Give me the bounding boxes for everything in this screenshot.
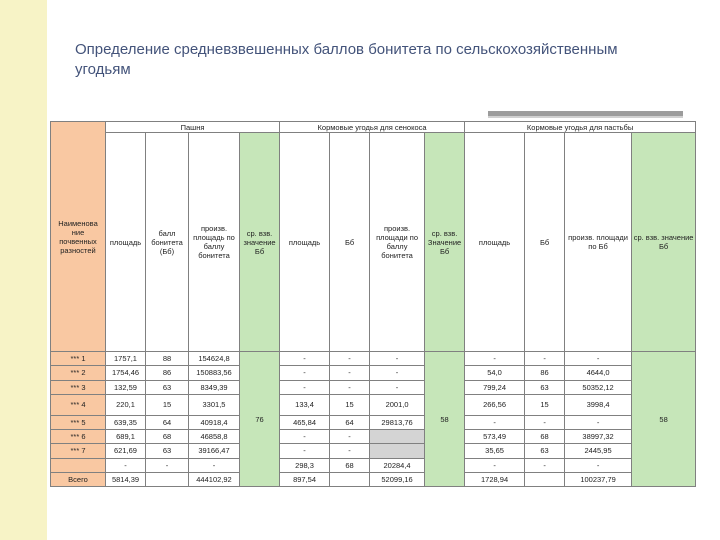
hay-product: - — [370, 352, 425, 366]
pasture-area: 573,49 — [465, 430, 525, 444]
soil-name: *** 6 — [51, 430, 106, 444]
total-hay-score — [330, 472, 370, 486]
arable-area: 220,1 — [106, 394, 146, 415]
hay-score: 15 — [330, 394, 370, 415]
arable-score: 64 — [146, 415, 189, 429]
pasture-area: 266,56 — [465, 394, 525, 415]
bonitet-table — [50, 121, 696, 487]
hay-area: 133,4 — [280, 394, 330, 415]
pasture-score: 63 — [525, 380, 565, 394]
header-pasture-score: Бб — [525, 133, 565, 352]
slide-title: Определение средневзвешенных баллов бонитета по сельскохозяйственным угодьям — [75, 41, 618, 78]
pasture-area: 799,24 — [465, 380, 525, 394]
soil-name: *** 5 — [51, 415, 106, 429]
arable-area: 1754,46 — [106, 366, 146, 380]
group-header-pasture: Кормовые угодья для пастьбы — [465, 122, 696, 133]
total-hay-product: 52099,16 — [370, 472, 425, 486]
pasture-area: - — [465, 415, 525, 429]
table-row — [51, 444, 696, 458]
soil-name: *** 1 — [51, 352, 106, 366]
table-row — [51, 458, 696, 472]
arable-score: 88 — [146, 352, 189, 366]
soil-name: *** 2 — [51, 366, 106, 380]
pasture-area: 35,65 — [465, 444, 525, 458]
total-pasture-area: 1728,94 — [465, 472, 525, 486]
total-hay-area: 897,54 — [280, 472, 330, 486]
hay-score: 68 — [330, 458, 370, 472]
total-arable-score — [146, 472, 189, 486]
arable-product: 3301,5 — [189, 394, 240, 415]
arable-product: 39166,47 — [189, 444, 240, 458]
soil-name: *** 4 — [51, 394, 106, 415]
pasture-weighted: 58 — [632, 352, 696, 487]
header-hay-score: Бб — [330, 133, 370, 352]
total-pasture-product: 100237,79 — [565, 472, 632, 486]
arable-weighted: 76 — [240, 352, 280, 487]
soil-name — [51, 458, 106, 472]
pasture-product: 38997,32 — [565, 430, 632, 444]
header-arable-score: балл бонитета (Бб) — [146, 133, 189, 352]
hay-score: - — [330, 352, 370, 366]
pasture-score: 68 — [525, 430, 565, 444]
header-pasture-product: произв. площади по Бб — [565, 133, 632, 352]
table-row — [51, 380, 696, 394]
arable-area: 1757,1 — [106, 352, 146, 366]
hay-score: 64 — [330, 415, 370, 429]
hay-score: - — [330, 366, 370, 380]
hay-score: - — [330, 380, 370, 394]
table-row — [51, 415, 696, 429]
arable-product: 150883,56 — [189, 366, 240, 380]
group-header-arable: Пашня — [106, 122, 280, 133]
decorative-bar-shadow — [488, 116, 683, 118]
header-pasture-area: площадь — [465, 133, 525, 352]
arable-score: 15 — [146, 394, 189, 415]
pasture-product: - — [565, 415, 632, 429]
pasture-score: 15 — [525, 394, 565, 415]
soil-name: *** 7 — [51, 444, 106, 458]
arable-score: 68 — [146, 430, 189, 444]
arable-product: 8349,39 — [189, 380, 240, 394]
table-row — [51, 394, 696, 415]
arable-score: - — [146, 458, 189, 472]
header-hay-product: произв. площади по баллу бонитета — [370, 133, 425, 352]
hay-product: 2001,0 — [370, 394, 425, 415]
total-arable-area: 5814,39 — [106, 472, 146, 486]
header-arable-weighted: ср. взв. значение Бб — [240, 133, 280, 352]
header-name: Наименова ние почвенных разностей — [51, 122, 106, 352]
pasture-product: 2445,95 — [565, 444, 632, 458]
arable-area: 621,69 — [106, 444, 146, 458]
column-header-row — [51, 133, 696, 352]
hay-area: - — [280, 352, 330, 366]
group-header-row — [51, 122, 696, 133]
pasture-area: - — [465, 352, 525, 366]
arable-product: 46858,8 — [189, 430, 240, 444]
hay-area: - — [280, 366, 330, 380]
hay-product: 20284,4 — [370, 458, 425, 472]
hay-weighted: 58 — [425, 352, 465, 487]
pasture-product: - — [565, 352, 632, 366]
pasture-score: - — [525, 352, 565, 366]
header-pasture-weighted: ср. взв. значение Бб — [632, 133, 696, 352]
hay-score: - — [330, 444, 370, 458]
table-row — [51, 352, 696, 366]
hay-area: - — [280, 444, 330, 458]
arable-product: 154624,8 — [189, 352, 240, 366]
arable-product: 40918,4 — [189, 415, 240, 429]
pasture-product: 4644,0 — [565, 366, 632, 380]
hay-area: 465,84 — [280, 415, 330, 429]
header-arable-product: произв. площадь по баллу бонитета — [189, 133, 240, 352]
hay-product — [370, 430, 425, 444]
pasture-area: 54,0 — [465, 366, 525, 380]
arable-product: - — [189, 458, 240, 472]
arable-area: - — [106, 458, 146, 472]
pasture-score: - — [525, 458, 565, 472]
soil-name: *** 3 — [51, 380, 106, 394]
table-row — [51, 430, 696, 444]
hay-product: - — [370, 366, 425, 380]
hay-area: - — [280, 430, 330, 444]
hay-score: - — [330, 430, 370, 444]
hay-product: - — [370, 380, 425, 394]
pasture-product: 50352,12 — [565, 380, 632, 394]
pasture-product: 3998,4 — [565, 394, 632, 415]
header-hay-weighted: ср. взв. Значение Бб — [425, 133, 465, 352]
total-arable-product: 444102,92 — [189, 472, 240, 486]
header-arable-area: площадь — [106, 133, 146, 352]
hay-area: - — [280, 380, 330, 394]
arable-area: 132,59 — [106, 380, 146, 394]
arable-score: 63 — [146, 444, 189, 458]
total-row — [51, 472, 696, 486]
pasture-area: - — [465, 458, 525, 472]
pasture-score: 86 — [525, 366, 565, 380]
total-pasture-score — [525, 472, 565, 486]
header-hay-area: площадь — [280, 133, 330, 352]
hay-area: 298,3 — [280, 458, 330, 472]
hay-product: 29813,76 — [370, 415, 425, 429]
table-row — [51, 366, 696, 380]
pasture-product: - — [565, 458, 632, 472]
arable-area: 639,35 — [106, 415, 146, 429]
arable-score: 63 — [146, 380, 189, 394]
arable-area: 689,1 — [106, 430, 146, 444]
hay-product — [370, 444, 425, 458]
group-header-hay: Кормовые угодья для сенокоса — [280, 122, 465, 133]
pasture-score: - — [525, 415, 565, 429]
pasture-score: 63 — [525, 444, 565, 458]
total-label: Всего — [51, 472, 106, 486]
arable-score: 86 — [146, 366, 189, 380]
